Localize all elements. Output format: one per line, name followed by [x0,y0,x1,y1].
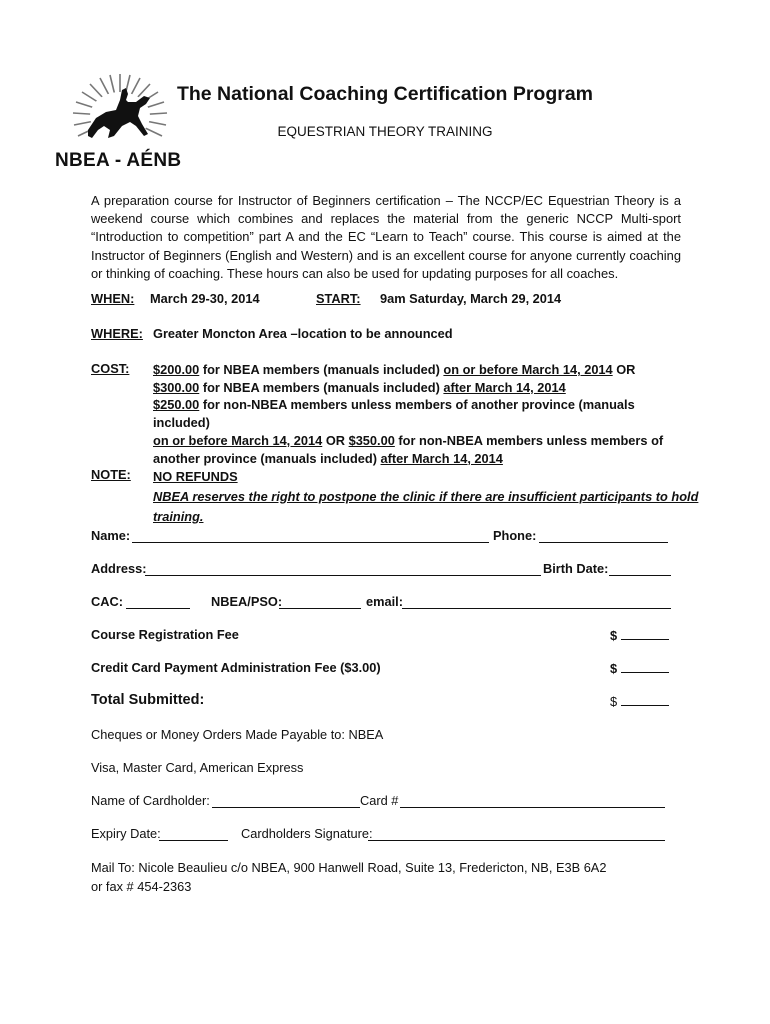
nbea-pso-label: NBEA/PSO: [211,594,283,609]
name-row [91,528,537,543]
expiry-field[interactable] [159,828,228,841]
where-label: WHERE: [91,326,143,341]
no-refunds: NO REFUNDS [153,469,238,484]
phone-field[interactable] [539,530,668,543]
price: $250.00 [153,397,200,413]
date: after March 14, 2014 [380,450,503,466]
cc-fee-row [610,660,669,676]
price: $200.00 [153,362,200,377]
total-field[interactable] [621,693,669,706]
birth-date-label: Birth Date: [543,561,609,576]
email-label: email: [366,594,403,609]
cost-text: another province (manuals included) [153,450,381,466]
dollar-sign: $ [610,694,618,709]
cost-line [153,379,678,397]
total-row [610,693,669,709]
when-value: March 29-30, 2014 [150,291,260,306]
email-field[interactable] [402,596,671,609]
nbea-pso-field[interactable] [279,596,361,609]
cost-line [153,396,678,431]
dollar-sign: $ [610,628,618,643]
cost-text: for non-NBEA members unless members of [394,432,664,448]
price: $350.00 [348,432,395,448]
start-label: START: [316,291,361,306]
cardholder-label: Name of Cardholder: [91,793,210,808]
name-field[interactable] [132,530,489,543]
address-field[interactable] [145,563,541,576]
card-number-field[interactable] [400,795,665,808]
note-label-row [91,467,131,482]
cost-line [153,450,678,468]
course-fee-label: Course Registration Fee [91,627,239,642]
price: $300.00 [153,379,200,395]
note-details [153,467,699,527]
cost-label-row [91,361,129,376]
cc-fee-field[interactable] [621,660,669,673]
total-label: Total Submitted: [91,692,205,708]
page-title: The National Coaching Certification Program [176,83,594,105]
date: on or before March 14, 2014 [153,432,323,448]
birth-date-field[interactable] [609,563,671,576]
cardholder-field[interactable] [212,795,360,808]
cost-details [153,361,678,467]
intro-paragraph: A preparation course for Instructor of Beginners certification – The NCCP/EC Equestrian Theory is a weekend course which combines and replaces the material from the generic NCCP Multi-sport “Introduction to competition” part A and the EC “Learn to Teach” course. This course is aimed at the Instructor of Beginners (English and Western) and is an excellent course for anyone currently coaching or thinking of coaching. These hours can also be used for updating purposes for all coaches. [91,193,681,281]
dollar-sign: $ [610,661,618,676]
where-row [91,326,453,341]
reserve-line-2: training. [153,509,204,524]
where-value: Greater Moncton Area –location to be announced [153,326,453,341]
note-label: NOTE: [91,467,131,482]
address-label: Address: [91,561,147,576]
cc-fee-label: Credit Card Payment Administration Fee ($3.00) [91,660,381,675]
membership-row [91,594,403,609]
fax-text: or fax # 454-2363 [91,879,192,894]
cost-text: for non-NBEA members unless members of another province (manuals included) [153,397,635,431]
cost-label: COST: [91,361,130,376]
page-subtitle: EQUESTRIAN THEORY TRAINING [277,124,493,139]
date: after March 14, 2014 [443,379,566,395]
cost-text: for NBEA members (manuals included) [199,362,444,377]
course-fee-field[interactable] [621,627,669,640]
when-row [91,291,562,306]
name-label: Name: [91,528,131,543]
cost-line [153,361,678,379]
cost-text: OR [322,432,349,448]
cac-field[interactable] [126,596,190,609]
cards-text: Visa, Master Card, American Express [91,760,304,775]
signature-field[interactable] [368,828,665,841]
address-row [91,561,609,576]
phone-label: Phone: [493,528,537,543]
cardholder-row [91,793,399,808]
when-label: WHEN: [91,291,135,306]
expiry-row [91,826,373,841]
signature-label: Cardholders Signature: [241,826,373,841]
expiry-label: Expiry Date: [91,826,161,841]
cost-text: for NBEA members (manuals included) [199,379,444,395]
date: on or before March 14, 2014 [443,362,613,377]
card-number-label: Card # [360,793,399,808]
cost-text: OR [612,362,636,377]
course-fee-row [610,627,669,643]
reserve-line-1: NBEA reserves the right to postpone the clinic if there are insufficient participants to hold [153,489,699,504]
logo-text: NBEA - AÉNB [55,150,182,171]
cost-line [153,432,678,450]
start-value: 9am Saturday, March 29, 2014 [380,291,562,306]
cheques-text: Cheques or Money Orders Made Payable to: NBEA [91,727,384,742]
mail-to-text: Mail To: Nicole Beaulieu c/o NBEA, 900 Hanwell Road, Suite 13, Fredericton, NB, E3B 6A2 [91,860,607,875]
cac-label: CAC: [91,594,123,609]
